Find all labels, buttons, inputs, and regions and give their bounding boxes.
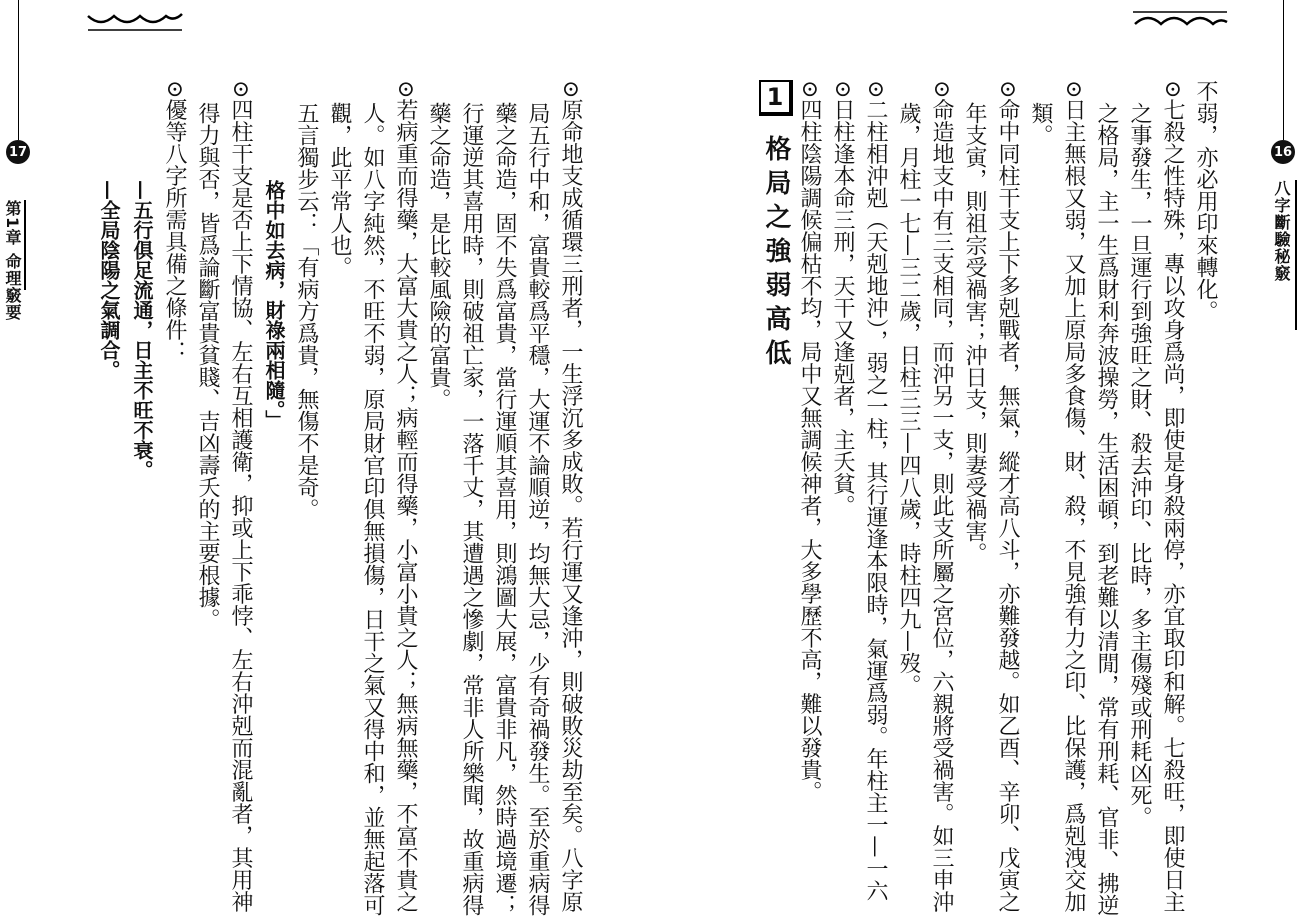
chapter-label: 第1章 命理竅要 (3, 200, 22, 321)
text-column: 局五行中和，富貴較爲平穩，大運不論順逆，均無大忌，少有奇禍發生。至於重病得 (525, 102, 550, 916)
text-column: 觀，此平常人也。 (327, 102, 352, 278)
text-column: ⊙優等八字所需具備之條件： (162, 80, 187, 363)
text-column: 行運逆其喜用時，則破祖亡家，一落千丈，其遭遇之慘劇，常非人所樂聞，故重病得 (459, 102, 484, 916)
text-column: 之格局，主一生爲財利奔波操勞，生活困頓，到老難以清閒，常有刑耗、官非、拂逆 (1094, 102, 1119, 916)
text-column: ⊙若病重而得藥，大富大貴之人；病輕而得藥，小富小貴之人；無病無藥，不富不貴之 (393, 80, 418, 913)
side-rule (24, 200, 26, 290)
text-column: 之事發生，一旦運行到強旺之財、殺去沖印、比時，多主傷殘或刑耗凶死。 (1127, 102, 1152, 828)
text-column: 人。如八字純然，不旺不弱，原局財官印俱無損傷，日干之氣又得中和，並無起落可 (360, 102, 385, 916)
text-column: 年支寅，則祖宗受禍害；沖日支，則妻受禍害。 (962, 102, 987, 564)
left-text-block (92, 80, 587, 916)
right-text-block (753, 80, 1222, 916)
section-number-box: 1 (759, 80, 793, 116)
quote-column: 格中如去病，財祿兩相隨。」 (262, 180, 286, 430)
text-column: 類。 (1028, 102, 1053, 146)
text-column: ⊙命中同柱干支上下多剋戰者，無氣，縱才高八斗，亦難發越。如乙酉、辛卯、戊寅之 (995, 80, 1020, 913)
page-number: 17 (6, 140, 30, 164)
text-column: ⊙二柱相沖剋（天剋地沖），弱之一柱，其行運逢本限時，氣運爲弱。年柱主一—一六 (863, 80, 888, 902)
text-column: ⊙七殺之性特殊，專以攻身爲尚，即使是身殺兩停，亦宜取印和解。七殺旺，即使日主 (1160, 80, 1185, 913)
section-heading (759, 80, 793, 860)
text-column: ⊙原命地支成循環三刑者，一生浮沉多成敗。若行運又逢沖，則破敗災劫至矣。八字原 (558, 80, 583, 913)
text-column: 得力與否，皆爲論斷富貴貧賤、吉凶壽夭的主要根據。 (195, 102, 220, 630)
text-column: 藥之命造，固不失爲富貴，當行運順其喜用，則鴻圖大展，富貴非凡，然時過境遷； (492, 102, 517, 916)
text-column: 不弱，亦必用印來轉化。 (1193, 80, 1218, 322)
section-title: 格局之強弱高低 (761, 135, 791, 373)
text-column: 藥之命造，是比較風險的富貴。 (426, 102, 451, 410)
side-rule (1295, 180, 1297, 330)
wave-ornament-icon (86, 6, 186, 36)
list-item: —五行俱足流通，日主不旺不衰。 (130, 180, 154, 480)
page-number: 16 (1271, 140, 1295, 164)
right-page (653, 0, 1306, 916)
text-column: ⊙命造地支中有三支相同，而沖另一支，則此支所屬之宮位，六親將受禍害。如三申沖 (929, 80, 954, 913)
page-edge-line (18, 0, 19, 140)
text-column: ⊙日柱逢本命三刑，天干又逢剋者，主夭貧。 (830, 80, 855, 517)
text-column: 歲，月柱一七—三二歲，日柱三三—四八歲，時柱四九—歿。 (896, 102, 921, 696)
wave-ornament-icon (1131, 6, 1231, 36)
text-column: ⊙日主無根又弱，又加上原局多食傷、財、殺，不見強有力之印、比保護，爲剋洩交加 (1061, 80, 1086, 913)
text-column: ⊙四柱干支是否上下情協、左右互相護衛，抑或上下乖悖、左右沖剋而混亂者，其用神 (228, 80, 253, 913)
list-item: —全局陰陽之氣調合。 (97, 180, 121, 380)
book-title-label: 八字斷驗秘竅 (1272, 180, 1291, 282)
page-edge-line (1283, 0, 1284, 140)
text-column: ⊙四柱陰陽調候偏枯不均，局中又無調候神者，大多學歷不高，難以發貴。 (797, 80, 822, 803)
quote-column: 五言獨步云：「有病方爲貴，無傷不是奇。 (294, 102, 319, 520)
